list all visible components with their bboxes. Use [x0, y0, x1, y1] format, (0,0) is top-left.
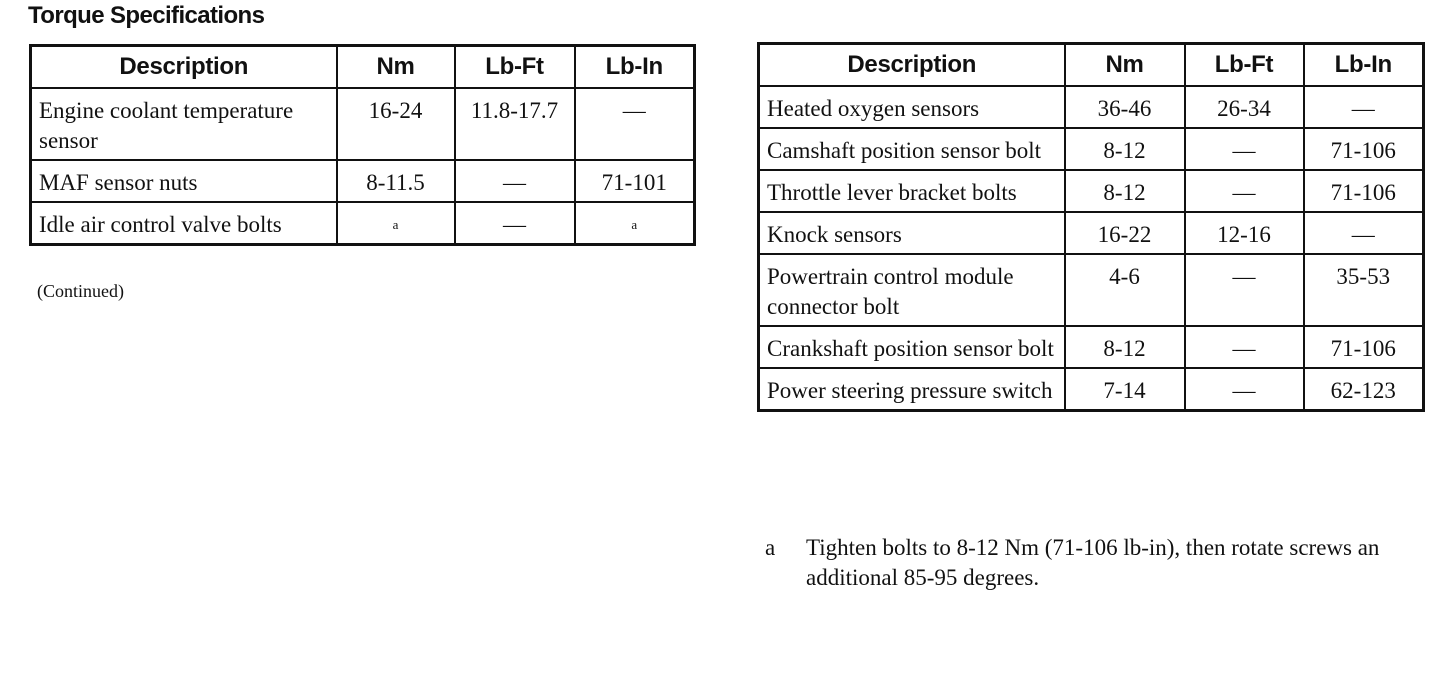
lb-ft-cell: —: [455, 160, 575, 202]
column-header-lb-in: Lb-In: [575, 46, 695, 89]
lb-ft-cell: —: [1185, 170, 1304, 212]
description-cell: MAF sensor nuts: [31, 160, 337, 202]
continued-note: (Continued): [37, 281, 124, 301]
table-row: [31, 202, 695, 245]
nm-cell: 16-22: [1065, 212, 1185, 254]
column-header-lb-in: Lb-In: [1304, 44, 1424, 87]
column-header-lb-ft: Lb-Ft: [455, 46, 575, 89]
table-row: [759, 170, 1424, 212]
column-header-lb-ft: Lb-Ft: [1185, 44, 1304, 87]
nm-cell: 4-6: [1065, 254, 1185, 326]
lb-ft-cell: —: [1185, 326, 1304, 368]
lb-in-cell: —: [1304, 86, 1424, 128]
description-cell: Knock sensors: [759, 212, 1065, 254]
lb-in-cell: —: [1304, 212, 1424, 254]
column-header-description: Description: [31, 46, 337, 89]
nm-footnote-reference: a: [337, 202, 455, 245]
table-row: [759, 254, 1424, 326]
nm-cell: 16-24: [337, 88, 455, 160]
table-row: [759, 212, 1424, 254]
table-row: [759, 368, 1424, 411]
lb-in-cell: 71-106: [1304, 326, 1424, 368]
nm-cell: 36-46: [1065, 86, 1185, 128]
lb-in-cell: 62-123: [1304, 368, 1424, 411]
lb-ft-cell: 11.8-17.7: [455, 88, 575, 160]
nm-cell: 8-12: [1065, 128, 1185, 170]
lb-in-footnote-reference: a: [575, 202, 695, 245]
lb-ft-cell: —: [1185, 128, 1304, 170]
nm-cell: 7-14: [1065, 368, 1185, 411]
description-cell: Engine coolant temperature sensor: [31, 88, 337, 160]
lb-ft-cell: —: [1185, 368, 1304, 411]
lb-in-cell: 71-101: [575, 160, 695, 202]
column-header-description: Description: [759, 44, 1065, 87]
table-row: [31, 160, 695, 202]
torque-table-right: [757, 42, 1425, 412]
lb-ft-cell: —: [455, 202, 575, 245]
column-header-nm: Nm: [337, 46, 455, 89]
table-row: [759, 326, 1424, 368]
lb-ft-cell: —: [1185, 254, 1304, 326]
lb-ft-cell: 26-34: [1185, 86, 1304, 128]
footnote: [765, 533, 1425, 593]
lb-ft-cell: 12-16: [1185, 212, 1304, 254]
footnote-marker: a: [765, 535, 776, 560]
table-header-row: [31, 46, 695, 89]
table-row: [759, 86, 1424, 128]
table-row: [31, 88, 695, 160]
nm-cell: 8-12: [1065, 170, 1185, 212]
description-cell: Camshaft position sensor bolt: [759, 128, 1065, 170]
footnote-text: Tighten bolts to 8-12 Nm (71-106 lb-in), then rotate screws an additional 85-95 degrees.: [806, 535, 1380, 590]
table-row: [759, 128, 1424, 170]
torque-table-left: [29, 44, 696, 246]
column-header-nm: Nm: [1065, 44, 1185, 87]
lb-in-cell: 71-106: [1304, 128, 1424, 170]
page-title: Torque Specifications: [28, 2, 265, 29]
description-cell: Power steering pressure switch: [759, 368, 1065, 411]
description-cell: Heated oxygen sensors: [759, 86, 1065, 128]
description-cell: Powertrain control module connector bolt: [759, 254, 1065, 326]
lb-in-cell: —: [575, 88, 695, 160]
lb-in-cell: 71-106: [1304, 170, 1424, 212]
lb-in-cell: 35-53: [1304, 254, 1424, 326]
nm-cell: 8-11.5: [337, 160, 455, 202]
description-cell: Crankshaft position sensor bolt: [759, 326, 1065, 368]
table-header-row: [759, 44, 1424, 87]
nm-cell: 8-12: [1065, 326, 1185, 368]
description-cell: Idle air control valve bolts: [31, 202, 337, 245]
description-cell: Throttle lever bracket bolts: [759, 170, 1065, 212]
